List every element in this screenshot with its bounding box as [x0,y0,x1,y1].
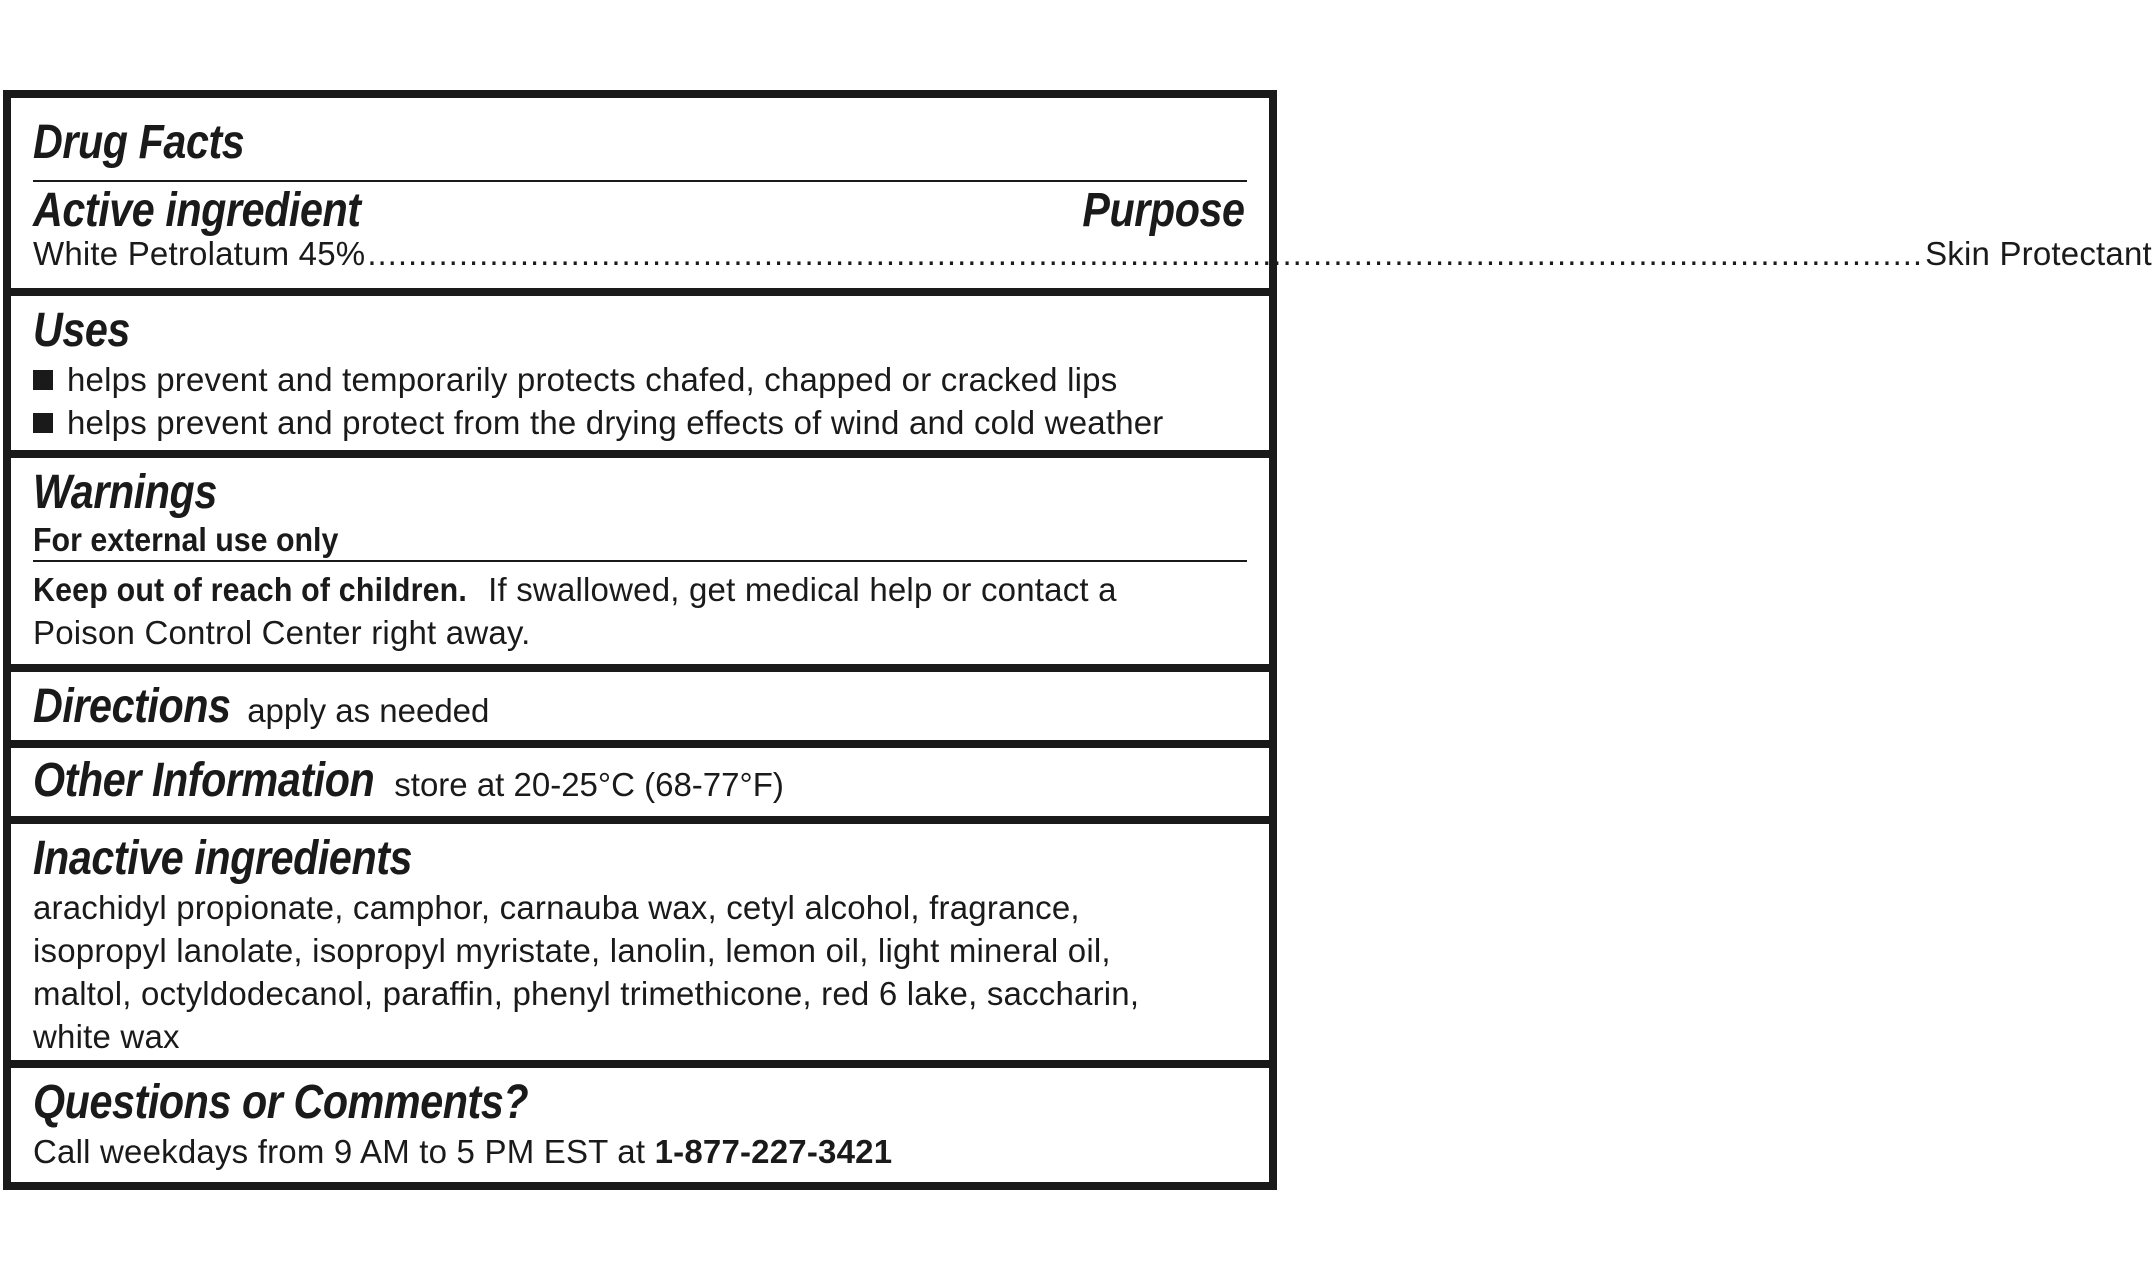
active-ingredient-heading: Active ingredient [33,184,361,237]
inactive-section [11,832,1269,1058]
inactive-line: maltol, octyldodecanol, paraffin, phenyl trimethicone, red 6 lake, saccharin, [33,975,1140,1012]
other-info-text: store at 20-25°C (68-77°F) [394,766,784,803]
bullet-icon [33,413,53,433]
uses-section [11,304,1269,444]
uses-heading: Uses [33,304,130,357]
directions-text: apply as needed [247,692,490,729]
questions-text: Call weekdays from 9 AM to 5 PM EST at [33,1133,646,1170]
uses-item: helps prevent and temporarily protects chafed, chapped or cracked lips [33,358,1245,401]
section-divider [11,740,1269,748]
other-info-heading: Other Information [33,754,375,807]
keep-out-text: If swallowed, get medical help or contact a [488,571,1117,608]
inactive-line: white wax [33,1018,180,1055]
directions-heading: Directions [33,680,231,733]
inactive-line: arachidyl propionate, camphor, carnauba wax, cetyl alcohol, fragrance, [33,889,1080,926]
warnings-divider [33,560,1247,562]
section-divider [11,288,1269,296]
section-divider [11,450,1269,458]
title-divider [33,180,1247,182]
active-ingredient-section [11,184,2152,275]
other-info-section [11,754,1269,808]
drug-facts-title: Drug Facts [33,116,245,169]
active-ingredient-purpose: Skin Protectant [1925,235,2152,272]
section-divider [11,664,1269,672]
warnings-heading: Warnings [33,466,217,519]
section-divider [11,1060,1269,1068]
keep-out-text-2: Poison Control Center right away. [33,614,531,651]
purpose-heading: Purpose [1082,184,1245,237]
drug-facts-panel [3,90,2152,1190]
section-divider [11,816,1269,824]
keep-out-heading: Keep out of reach of children. [33,571,467,608]
phone-number: 1-877-227-3421 [654,1133,893,1170]
external-use-warning: For external use only [33,521,339,558]
inactive-heading: Inactive ingredients [33,832,413,885]
bullet-icon [33,370,53,390]
inactive-line: isopropyl lanolate, isopropyl myristate, lanolin, lemon oil, light mineral oil, [33,932,1111,969]
uses-item: helps prevent and protect from the drying effects of wind and cold weather [33,401,1245,444]
directions-section [11,680,1269,734]
questions-section [11,1076,1269,1173]
leader-dots: ......................................................................................................................................................... [367,235,1924,272]
questions-heading: Questions or Comments? [33,1076,529,1129]
keep-out-section [11,568,1269,654]
title-section [11,116,1269,170]
warnings-section [11,466,1269,560]
active-ingredient-name: White Petrolatum 45% [33,235,366,272]
